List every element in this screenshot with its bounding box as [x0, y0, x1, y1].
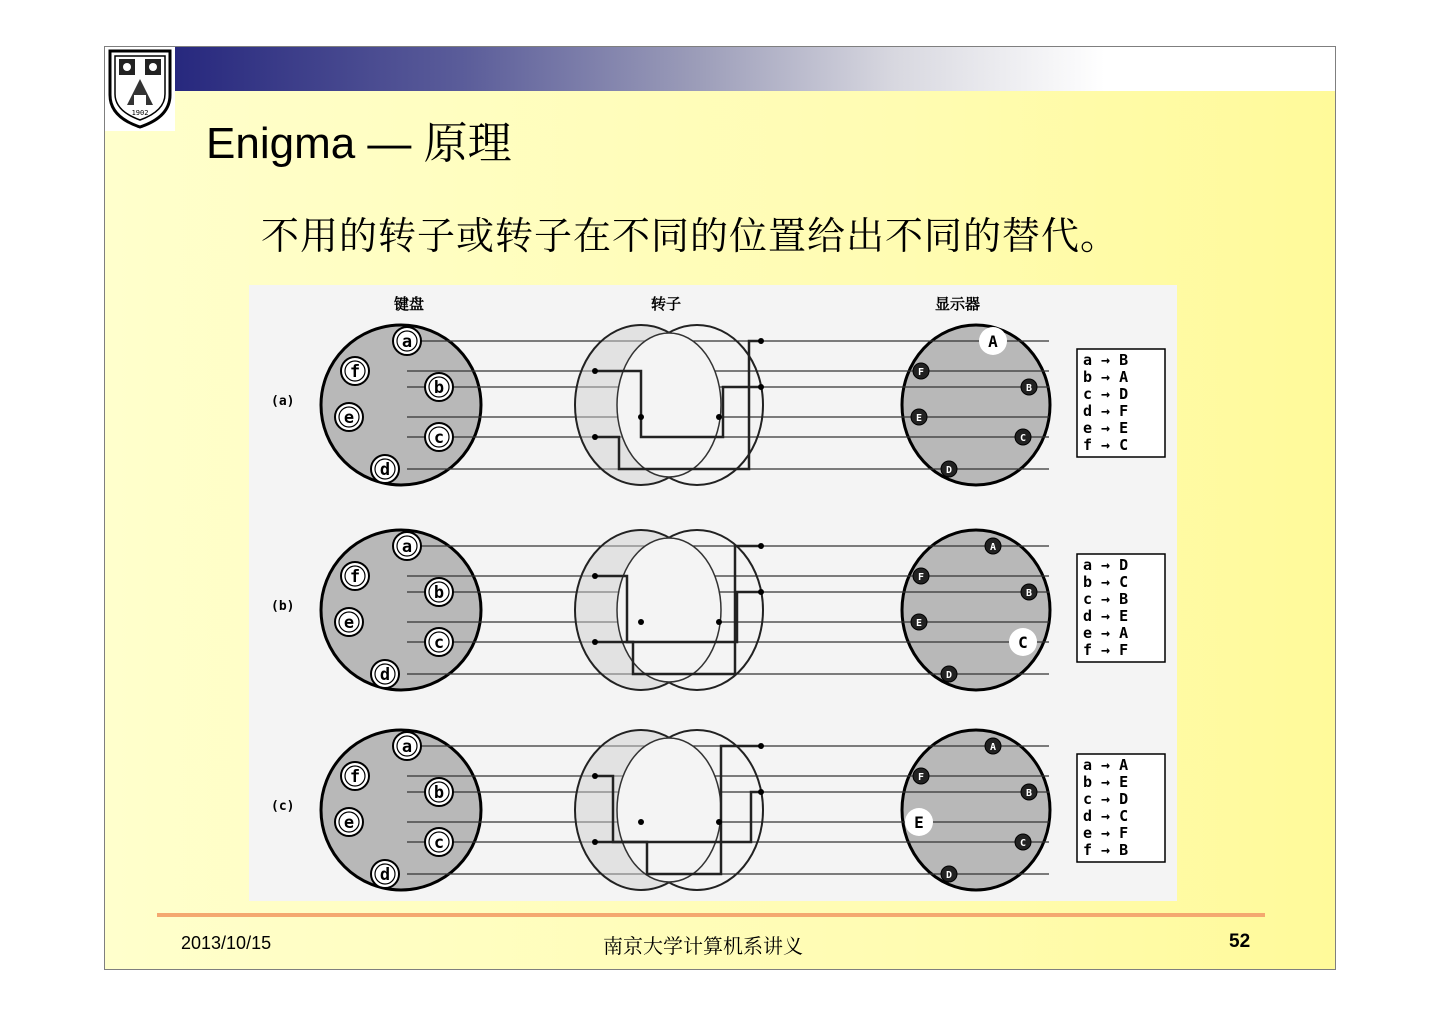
- key-letter: f: [349, 767, 361, 787]
- lamp-letter-lit: E: [914, 813, 924, 832]
- panel-label: (a): [271, 394, 295, 409]
- rotor-core: [617, 333, 721, 477]
- lamp-letter: F: [917, 772, 925, 783]
- key-letter: d: [379, 665, 391, 685]
- key-f: [341, 562, 369, 590]
- slide: [104, 46, 1336, 970]
- key-e: [335, 608, 363, 636]
- lamp-B: [1021, 584, 1037, 600]
- lamp-F: [913, 363, 929, 379]
- lamp-A: [979, 327, 1007, 355]
- key-a: [393, 532, 421, 560]
- university-logo: [105, 47, 175, 131]
- lamp-letter: E: [915, 618, 923, 629]
- title-bar: [175, 47, 1336, 91]
- lamp-D: [941, 666, 957, 682]
- lamp-letter: D: [945, 670, 953, 681]
- key-a: [393, 327, 421, 355]
- lamp-E: [905, 808, 933, 836]
- mapping-row: b → A: [1083, 368, 1129, 386]
- key-c: [425, 628, 453, 656]
- key-letter: e: [343, 613, 355, 633]
- lamp-E: [911, 614, 927, 630]
- mapping-row: b → E: [1083, 773, 1129, 791]
- lamp-B: [1021, 784, 1037, 800]
- junction-dot: [638, 414, 644, 420]
- junction-dot: [592, 773, 598, 779]
- key-c: [425, 423, 453, 451]
- header-keyboard: 键盘: [394, 295, 425, 313]
- logo-year: 1902: [131, 109, 149, 117]
- mapping-row: f → F: [1083, 641, 1129, 659]
- lamp-F: [913, 768, 929, 784]
- lamp-letter: B: [1025, 788, 1033, 799]
- lamp-D: [941, 866, 957, 882]
- lamp-letter: C: [1019, 838, 1027, 849]
- junction-dot: [758, 589, 764, 595]
- enigma-diagram-svg: [249, 285, 1177, 901]
- key-letter: c: [433, 428, 445, 448]
- footer-rule: [157, 913, 1265, 917]
- key-letter: e: [343, 813, 355, 833]
- key-letter: a: [401, 332, 413, 352]
- lamp-letter: D: [945, 465, 953, 476]
- lamp-letter-lit: A: [988, 332, 998, 351]
- mapping-row: a → A: [1083, 756, 1129, 774]
- mapping-row: e → A: [1083, 624, 1129, 642]
- key-letter: b: [433, 583, 445, 603]
- key-letter: e: [343, 408, 355, 428]
- key-b: [425, 778, 453, 806]
- footer-date: 2013/10/15: [181, 933, 272, 953]
- lamp-E: [911, 409, 927, 425]
- key-a: [393, 732, 421, 760]
- key-letter: d: [379, 865, 391, 885]
- panel-label: (c): [271, 799, 295, 814]
- key-letter: f: [349, 362, 361, 382]
- lamp-C: [1015, 429, 1031, 445]
- footer-course-name: 南京大学计算机系讲义: [603, 934, 803, 958]
- mapping-row: c → D: [1083, 790, 1129, 808]
- page-title: Enigma — 原理: [206, 119, 512, 168]
- lamp-letter: C: [1019, 433, 1027, 444]
- lamp-B: [1021, 379, 1037, 395]
- key-c: [425, 828, 453, 856]
- mapping-row: f → C: [1083, 436, 1129, 454]
- key-e: [335, 808, 363, 836]
- mapping-row: d → F: [1083, 402, 1129, 420]
- display-oval: [902, 530, 1050, 690]
- key-f: [341, 357, 369, 385]
- panel-label: (b): [271, 599, 295, 614]
- header-display: 显示器: [935, 295, 981, 313]
- panel-3: [271, 730, 1165, 890]
- junction-dot: [592, 434, 598, 440]
- display-oval: [902, 325, 1050, 485]
- lamp-D: [941, 461, 957, 477]
- panel-2: [271, 530, 1165, 690]
- key-letter: a: [401, 737, 413, 757]
- junction-dot: [592, 839, 598, 845]
- lamp-letter: B: [1025, 383, 1033, 394]
- mapping-row: f → B: [1083, 841, 1129, 859]
- lamp-letter: A: [989, 542, 997, 553]
- key-letter: c: [433, 833, 445, 853]
- lamp-letter: F: [917, 572, 925, 583]
- key-letter: a: [401, 537, 413, 557]
- junction-dot: [638, 619, 644, 625]
- junction-dot: [758, 789, 764, 795]
- junction-dot: [758, 543, 764, 549]
- key-d: [371, 660, 399, 688]
- header-rotor: 转子: [651, 295, 682, 313]
- lamp-C: [1009, 628, 1037, 656]
- page-number: 52: [1229, 931, 1251, 952]
- junction-dot: [592, 639, 598, 645]
- junction-dot: [716, 619, 722, 625]
- junction-dot: [592, 573, 598, 579]
- slide-subtitle: 不用的转子或转子在不同的位置给出不同的替代。: [261, 214, 1120, 258]
- mapping-row: a → B: [1083, 351, 1129, 369]
- key-d: [371, 860, 399, 888]
- mapping-row: d → C: [1083, 807, 1129, 825]
- panel-1: [271, 325, 1165, 485]
- junction-dot: [758, 338, 764, 344]
- key-letter: c: [433, 633, 445, 653]
- junction-dot: [716, 819, 722, 825]
- key-e: [335, 403, 363, 431]
- junction-dot: [638, 819, 644, 825]
- lamp-letter: F: [917, 367, 925, 378]
- mapping-row: b → C: [1083, 573, 1129, 591]
- lamp-F: [913, 568, 929, 584]
- junction-dot: [758, 384, 764, 390]
- mapping-row: c → B: [1083, 590, 1129, 608]
- key-b: [425, 373, 453, 401]
- mapping-row: e → F: [1083, 824, 1129, 842]
- key-letter: b: [433, 783, 445, 803]
- junction-dot: [758, 743, 764, 749]
- mapping-row: d → E: [1083, 607, 1129, 625]
- key-d: [371, 455, 399, 483]
- mapping-row: c → D: [1083, 385, 1129, 403]
- key-letter: d: [379, 460, 391, 480]
- key-letter: b: [433, 378, 445, 398]
- mapping-row: e → E: [1083, 419, 1129, 437]
- enigma-rotor-diagram: [249, 285, 1177, 901]
- lamp-C: [1015, 834, 1031, 850]
- lamp-letter: A: [989, 742, 997, 753]
- lamp-letter: B: [1025, 588, 1033, 599]
- lamp-letter: D: [945, 870, 953, 881]
- key-f: [341, 762, 369, 790]
- mapping-row: a → D: [1083, 556, 1129, 574]
- key-letter: f: [349, 567, 361, 587]
- rotor-core: [617, 738, 721, 882]
- lamp-A: [985, 538, 1001, 554]
- shield-emblem-icon: [105, 47, 175, 131]
- lamp-letter: E: [915, 413, 923, 424]
- lamp-letter-lit: C: [1018, 633, 1028, 652]
- junction-dot: [592, 368, 598, 374]
- key-b: [425, 578, 453, 606]
- lamp-A: [985, 738, 1001, 754]
- junction-dot: [716, 414, 722, 420]
